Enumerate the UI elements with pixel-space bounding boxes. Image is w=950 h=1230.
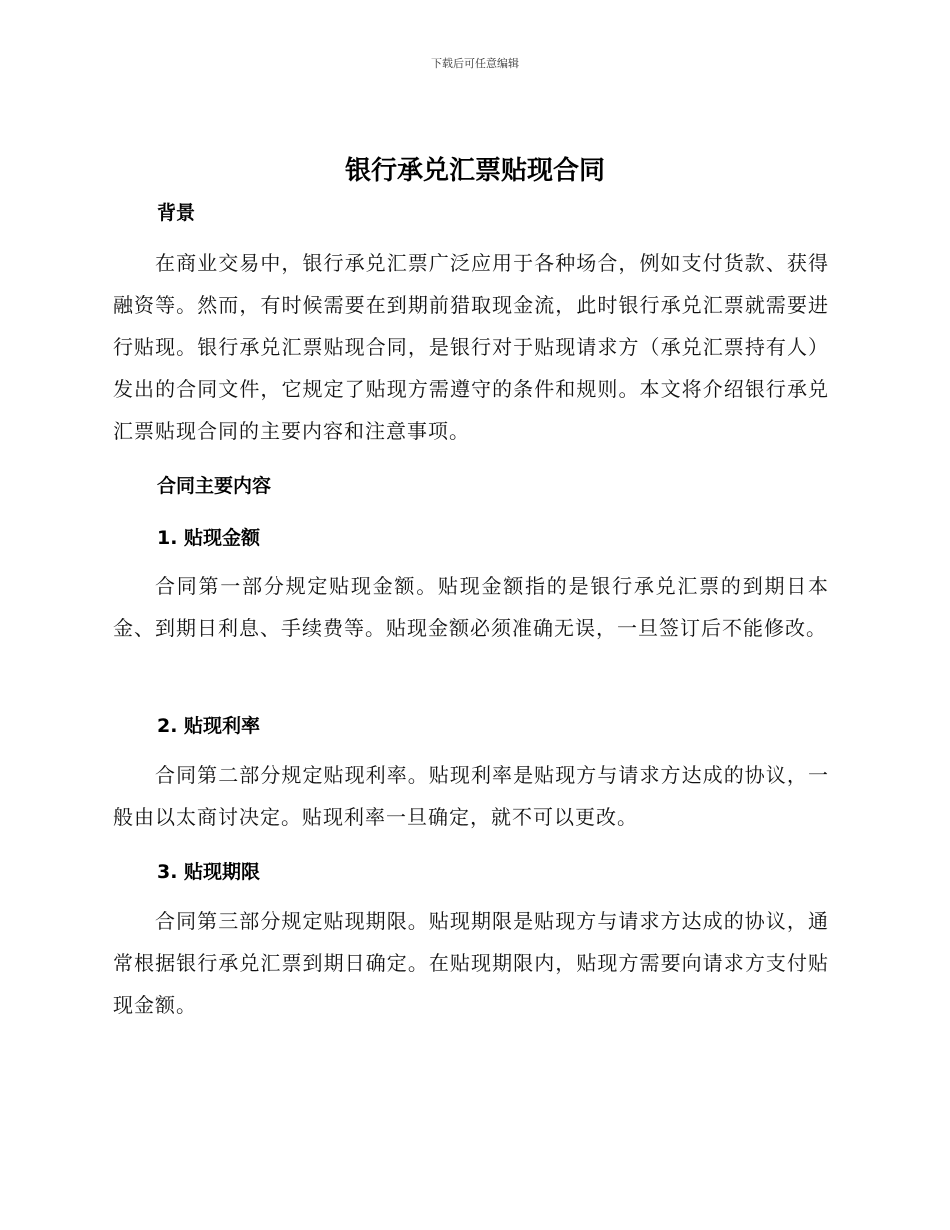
paragraph-amount: 合同第一部分规定贴现金额。贴现金额指的是银行承兑汇票的到期日本金、到期日利息、手续费等。贴现金额必须准确无误，一旦签订后不能修改。	[113, 574, 829, 640]
paragraph-term: 合同第三部分规定贴现期限。贴现期限是贴现方与请求方达成的协议，通常根据银行承兑汇票到期日确定。在贴现期限内，贴现方需要向请求方支付贴现金额。	[113, 909, 829, 1017]
paragraph-rate: 合同第二部分规定贴现利率。贴现利率是贴现方与请求方达成的协议，一般由以太商讨决定。贴现利率一旦确定，就不可以更改。	[113, 763, 829, 829]
section-heading-amount: 1. 贴现金额	[157, 527, 261, 549]
section-heading-main-content: 合同主要内容	[157, 475, 272, 497]
page-header-note: 下载后可任意编辑	[431, 57, 519, 70]
section-heading-rate: 2. 贴现利率	[157, 715, 261, 737]
document-title: 银行承兑汇票贴现合同	[344, 156, 605, 186]
paragraph-background: 在商业交易中，银行承兑汇票广泛应用于各种场合，例如支付货款、获得融资等。然而，有时候需要在到期前猎取现金流，此时银行承兑汇票就需要进行贴现。银行承兑汇票贴现合同，是银行对于贴现请求方（承兑汇票持有人）发出的合同文件，它规定了贴现方需遵守的条件和规则。本文将介绍银行承兑汇票贴现合同的主要内容和注意事项。	[113, 251, 829, 443]
section-heading-term: 3. 贴现期限	[157, 861, 261, 883]
section-heading-background: 背景	[157, 202, 196, 224]
